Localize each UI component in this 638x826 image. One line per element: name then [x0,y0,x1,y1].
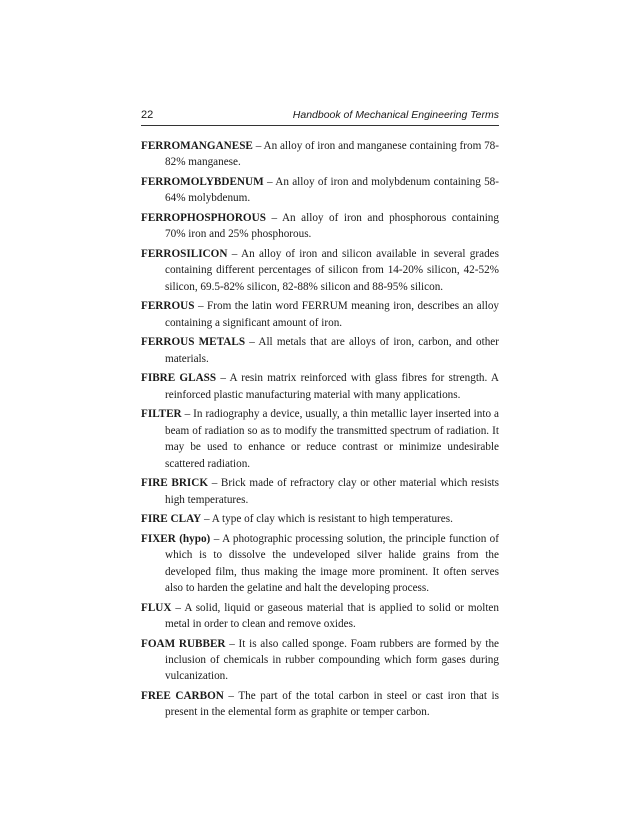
glossary-entry [141,370,499,403]
entry-dash: – [211,477,218,490]
entry-dash: – [213,532,220,545]
glossary-entry [141,334,499,367]
glossary-entry [141,636,499,685]
entry-definition: An alloy of iron and manganese containing from 78-82% manganese. [165,140,500,169]
entry-dash: – [220,372,226,385]
entry-dash: – [271,212,278,224]
entry-definition: A resin matrix reinforced with glass fibres for strength. A reinforced plastic manufacturing material with many applications. [165,372,499,401]
entry-term: FREE CARBON [141,690,224,703]
glossary-entry [141,511,499,527]
entry-dash: – [228,690,234,703]
entry-term: FIRE BRICK [141,477,209,490]
entry-term: FERROUS [141,300,195,313]
entry-term: FERROSILICON [141,248,228,260]
entry-term: FERROUS METALS [141,336,246,349]
entry-definition: A solid, liquid or gaseous material that is applied to solid or molten metal in order to clean and remove oxides. [165,601,499,631]
glossary-entry [141,210,499,243]
entry-term: FIRE CLAY [141,513,202,526]
glossary-entry [141,406,499,472]
book-page [141,108,499,724]
entry-definition: An alloy of iron and phosphorous containing 70% iron and 25% phosphorous. [165,212,499,241]
entry-definition: In radiography a device, usually, a thin metallic layer inserted into a beam of radiation so as to modify the transmitted spectrum of radiation. It may be used to enhance or reduce contrast or minimize undesirable scattered radiation. [165,408,500,470]
entry-dash: – [266,176,273,188]
entry-term: FERROMOLYBDENUM [141,176,264,188]
glossary-entry [141,531,499,597]
entry-dash: – [249,336,255,349]
entry-term: FERROMANGANESE [141,140,253,152]
entry-definition: From the latin word FERRUM meaning iron, describes an alloy containing a significant amount of iron. [165,300,500,329]
glossary-entry [141,246,499,295]
entry-term: FIBRE GLASS [141,372,217,385]
entry-definition: The part of the total carbon in steel or cast iron that is present in the elemental form as graphite or temper carbon. [165,690,500,719]
entry-dash: – [204,513,210,526]
entry-dash: – [175,601,181,614]
entry-definition: It is also called sponge. Foam rubbers are formed by the inclusion of chemicals in rubber compounding which form gases during vulcanization. [165,637,500,683]
entry-dash: – [231,248,238,260]
entry-term: FOAM RUBBER [141,637,226,650]
entry-term: FERROPHOSPHOROUS [141,212,266,224]
entry-dash: – [229,637,235,650]
entry-dash: – [197,300,204,313]
page-number: 22 [141,109,154,121]
book-title: Handbook of Mechanical Engineering Terms [292,109,499,121]
entry-term: FIXER [141,532,176,545]
entry-definition: An alloy of iron and silicon available in several grades containing different percentages of silicon from 14-20% silicon, 42-52% silicon, 69.5-82% silicon, 82-88% silicon and 88-95% silicon. [165,248,499,293]
glossary-entry [141,138,499,171]
entry-term: FLUX [141,601,172,614]
glossary-entry [141,600,499,633]
entry-definition: A photographic processing solution, the principle function of which is to dissolve the undeveloped silver halide grains from the developed film, thus making the image more prominent. It often serves also to harden the gelatine and halt the developing process. [165,532,499,595]
entry-dash: – [184,408,191,421]
entry-term: FILTER [141,408,182,421]
entry-dash: – [255,140,262,152]
entry-definition: All metals that are alloys of iron, carbon, and other materials. [165,336,500,365]
glossary-entry [141,475,499,508]
glossary-entries [141,138,499,721]
glossary-entry [141,688,499,721]
entry-abbreviation: (hypo) [179,532,211,545]
entry-definition: An alloy of iron and molybdenum containing 58-64% molybdenum. [165,176,500,205]
running-header [141,108,499,126]
entry-definition: Brick made of refractory clay or other material which resists high temperatures. [165,477,500,506]
glossary-entry [141,174,499,207]
glossary-entry [141,298,499,331]
entry-definition: A type of clay which is resistant to high temperatures. [211,513,453,526]
